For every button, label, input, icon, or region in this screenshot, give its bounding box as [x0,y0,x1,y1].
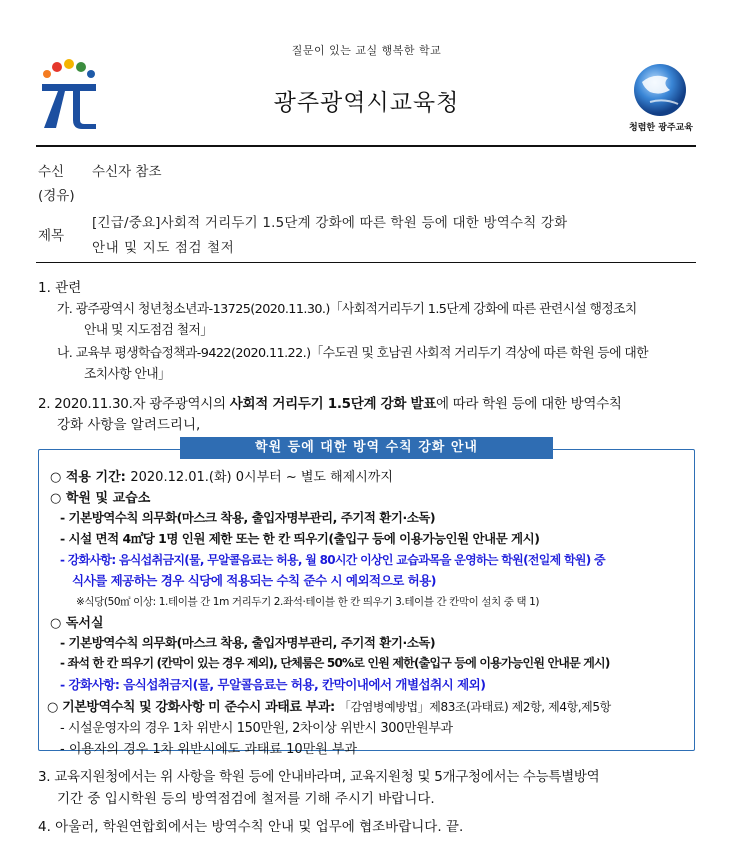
organization-name: 광주광역시교육청 [273,90,460,116]
period-line [50,466,393,485]
section-2-line-2: 강화 사항을 알려드리니, [57,417,201,433]
section-1-title: 1. 관련 [38,280,82,296]
meta-divider [36,262,696,263]
academy-rule-2: - 시설 면적 4㎡당 1명 인원 제한 또는 한 칸 띄우기(출입구 등에 이용가능인원 안내문 게시) [60,531,540,546]
reading-rule-2: - 좌석 한 칸 띄우기 (칸막이 있는 경우 제외), 단체룸은 50%로 인원 제한(출입구 등에 이용가능인원 안내문 게시) [60,656,610,670]
section-2-emphasis: 사회적 거리두기 1.5단계 강화 발표 [229,396,436,412]
subject-label: 제목 [38,228,65,244]
section-3-line-1: 3. 교육지원청에서는 위 사항을 학원 등에 안내바라며, 교육지원청 및 5개구청에서는 수능특별방역 [38,769,600,785]
reference-b-line-2: 조치사항 안내」 [84,367,171,382]
reference-b-line-1: 나. 교육부 평생학습정책과-9422(2020.11.22.)「수도권 및 호남권 사회적 거리두기 격상에 따른 학원 등에 대한 [57,346,648,361]
fine-line [47,696,611,715]
reading-rule-1: - 기본방역수칙 의무화(마스크 착용, 출입자명부관리, 주기적 환기·소독) [60,635,436,650]
school-slogan: 질문이 있는 교실 행복한 학교 [291,44,442,57]
period-value: 2020.12.01.(화) 0시부터 ~ 별도 해제시까지 [130,470,393,485]
reading-room-title: ○ 독서실 [50,616,104,631]
header-divider [36,145,696,147]
section-2-line-1 [38,392,622,412]
fine-law: 「감염병예방법」제83조(과태료) 제2항, 제4항,제5항 [338,700,611,714]
section-2-pre: 2. 2020.11.30.자 광주광역시의 [38,396,230,412]
recipient-label: 수신 [38,164,65,180]
academy-note: ※식당(50㎡ 이상: 1.테이블 간 1m 거리두기 2.좌석·테이블 한 칸 띄우기 3.테이블 간 칸막이 설치 중 택 1) [76,596,540,608]
right-logo-caption: 청렴한 광주교육 [629,123,693,133]
notice-banner: 학원 등에 대한 방역 수칙 강화 안내 [180,437,553,459]
reading-rule-3: - 강화사항: 음식섭취금지(물, 무알콜음료는 허용, 칸막이내에서 개별섭취시 제외) [60,677,486,692]
section-4: 4. 아울러, 학원연합회에서는 방역수칙 안내 및 업무에 협조바랍니다. 끝. [38,819,464,835]
fine-title: ○ 기본방역수칙 및 강화사항 미 준수시 과태료 부과: [47,700,339,715]
period-label: ○ 적용 기간: [50,470,131,485]
fine-user: - 이용자의 경우 1차 위반시에도 과태료 10만원 부과 [60,742,358,757]
academy-rule-3-line-2: 식사를 제공하는 경우 식당에 적용되는 수칙 준수 시 예외적으로 허용) [72,573,436,588]
academy-rule-3-line-1: - 강화사항: 음식섭취금지(물, 무알콜음료는 허용, 월 80시간 이상인 교습과목을 운영하는 학원(전일제 학원) 중 [60,553,605,567]
section-3-line-2: 기간 중 입시학원 등의 방역점검에 철저를 기해 주시기 바랍니다. [57,791,435,807]
fine-operator: - 시설운영자의 경우 1차 위반시 150만원, 2차이상 위반시 300만원부과 [60,721,453,736]
recipient-value: 수신자 참조 [92,164,162,180]
reference-a-line-2: 안내 및 지도점검 철저」 [84,323,213,338]
reference-a-line-1: 가. 광주광역시 청년청소년과-13725(2020.11.30.)「사회적거리두기 1.5단계 강화에 따른 관련시설 행정조치 [57,302,637,317]
subject-line-2: 안내 및 지도 점검 철저 [92,240,235,256]
via-label: (경유) [38,188,75,204]
subject-line-1: [긴급/중요]사회적 거리두기 1.5단계 강화에 따른 학원 등에 대한 방역수칙 강화 [92,215,568,231]
academy-rule-1: - 기본방역수칙 의무화(마스크 착용, 출입자명부관리, 주기적 환기·소독) [60,510,436,525]
academy-title: ○ 학원 및 교습소 [50,491,151,506]
section-2-post: 에 따라 학원 등에 대한 방역수칙 [435,396,622,412]
